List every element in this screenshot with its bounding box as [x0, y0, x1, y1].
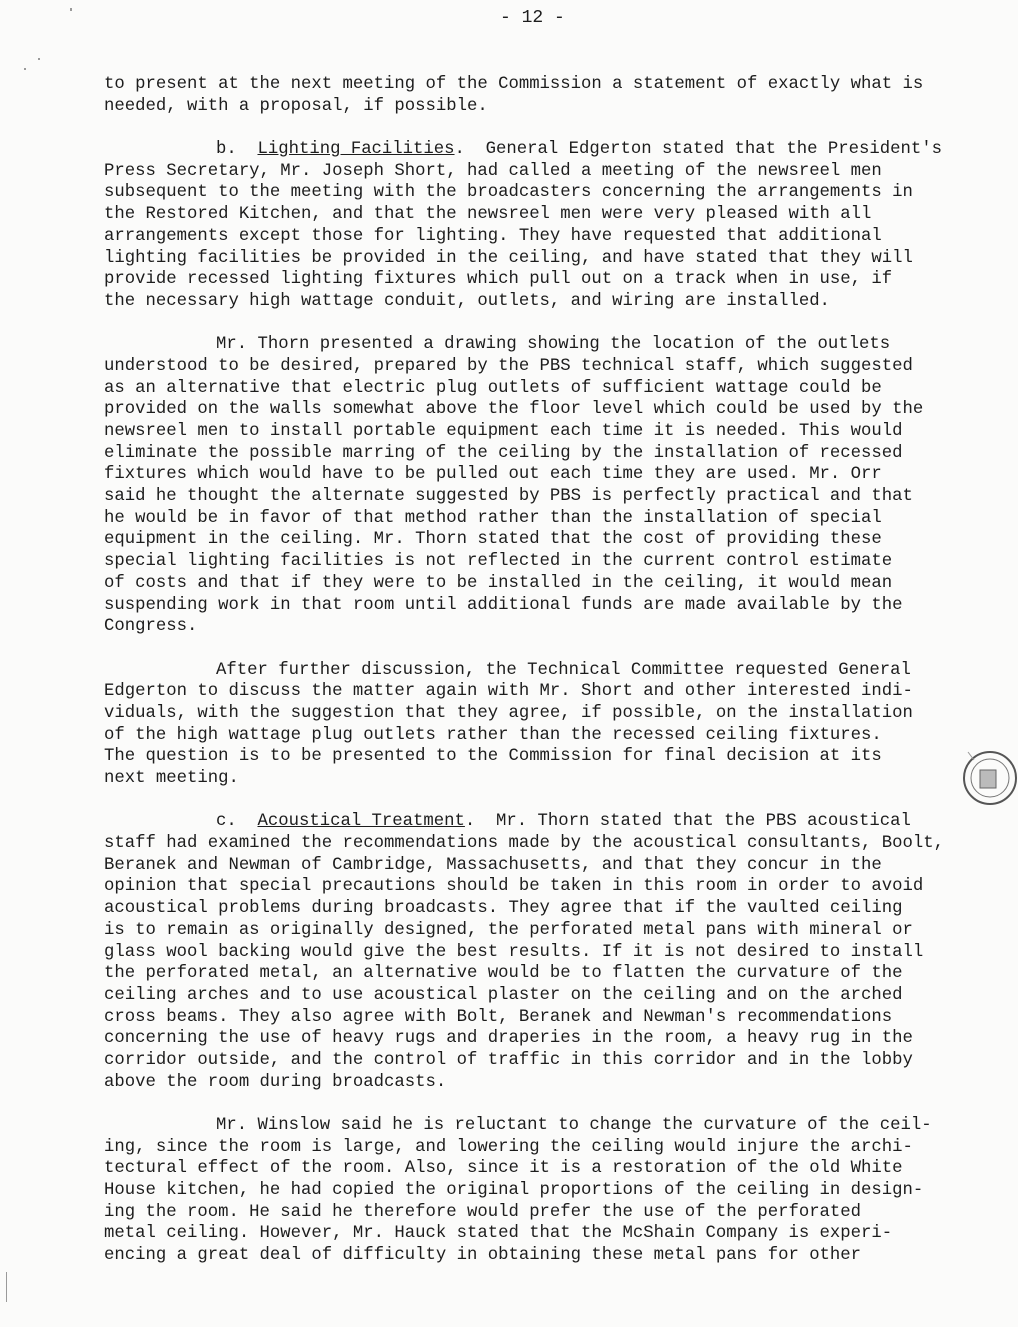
text-line: suspending work in that room until additional funds are made available by the [104, 595, 903, 615]
text-line: corridor outside, and the control of traffic in this corridor and in the lobby [104, 1050, 913, 1070]
text-line: provide recessed lighting fixtures which pull out on a track when in use, if [104, 270, 893, 290]
text-line: newsreel men to install portable equipment each time it is needed. This would [104, 422, 903, 441]
paragraph-commission-statement [104, 74, 964, 117]
text-line: the perforated metal, an alternative would be to flatten the curvature of the [104, 964, 903, 984]
text-line: as an alternative that electric plug outlets of sufficient wattage could be [104, 378, 882, 398]
text-line: eliminate the possible marring of the ceiling by the installation of recessed [104, 443, 903, 463]
text-line: ing the room. He said he therefore would prefer the use of the perforated [104, 1202, 862, 1222]
text-line: he would be in favor of that method rather than the installation of special [104, 508, 882, 528]
text-line: fixtures which would have to be pulled out each time they are used. Mr. Orr [104, 465, 882, 485]
text-line: of the high wattage plug outlets rather than the recessed ceiling fixtures. [104, 725, 882, 745]
page-number: - 12 - [500, 8, 565, 28]
section-heading-line: b. Lighting Facilities. General Edgerton stated that the President's [216, 140, 942, 160]
archive-stamp-icon [958, 744, 1018, 814]
text-line: arrangements except those for lighting. They have requested that additional [104, 226, 882, 246]
text-line: to present at the next meeting of the Commission a statement of exactly what is [104, 75, 924, 94]
text-line: cross beams. They also agree with Bolt, Beranek and Newman's recommendations [104, 1007, 893, 1027]
scan-speck [24, 68, 26, 70]
text-line: above the room during broadcasts. [104, 1072, 447, 1092]
text-line: Mr. Winslow said he is reluctant to change the curvature of the ceil- [216, 1116, 932, 1135]
text-line: Mr. Thorn presented a drawing showing the location of the outlets [216, 335, 891, 355]
text-line: the Restored Kitchen, and that the newsreel men were very pleased with all [104, 205, 872, 225]
text-line: understood to be desired, prepared by the PBS technical staff, which suggested [104, 356, 913, 376]
section-heading-line: c. Acoustical Treatment. Mr. Thorn stated that the PBS acoustical [216, 812, 911, 832]
text-line: next meeting. [104, 769, 239, 788]
document-body [104, 74, 964, 1267]
scan-speck [38, 58, 40, 60]
section-acoustical-treatment [104, 811, 964, 1093]
text-line: the necessary high wattage conduit, outlets, and wiring are installed. [104, 291, 830, 311]
text-line: tectural effect of the room. Also, since it is a restoration of the old White [104, 1159, 903, 1179]
text-line: needed, with a proposal, if possible. [104, 96, 488, 116]
text-line: ing, since the room is large, and lowering the ceiling would injure the archi- [104, 1137, 913, 1157]
text-line: equipment in the ceiling. Mr. Thorn stated that the cost of providing these [104, 530, 882, 550]
section-heading: Lighting Facilities [257, 140, 455, 160]
text-line: ceiling arches and to use acoustical plaster on the ceiling and on the arched [104, 985, 903, 1005]
text-line: Congress. [104, 617, 198, 637]
paragraph-winslow-ceiling [104, 1115, 964, 1267]
text-line: is to remain as originally designed, the perforated metal pans with mineral or [104, 920, 913, 940]
paragraph-further-discussion [104, 660, 964, 790]
text-line: special lighting facilities is not reflected in the current control estimate [104, 552, 893, 572]
text-line: metal ceiling. However, Mr. Hauck stated that the McShain Company is experi- [104, 1224, 893, 1244]
section-lighting-facilities [104, 139, 964, 313]
text-line: After further discussion, the Technical Committee requested General [216, 660, 911, 680]
paragraph-thorn-drawing [104, 334, 964, 638]
text-line: encing a great deal of difficulty in obtaining these metal pans for other [104, 1246, 862, 1266]
text-line: said he thought the alternate suggested by PBS is perfectly practical and that [104, 487, 913, 507]
text-line: Edgerton to discuss the matter again with Mr. Short and other interested indi- [104, 682, 913, 702]
text-line: Beranek and Newman of Cambridge, Massachusetts, and that they concur in the [104, 855, 882, 875]
text-line: viduals, with the suggestion that they agree, if possible, on the installation [104, 703, 913, 723]
text-line: glass wool backing would give the best results. If it is not desired to install [104, 942, 924, 962]
text-line: concerning the use of heavy rugs and draperies in the room, a heavy rug in the [104, 1029, 913, 1049]
text-line: House kitchen, he had copied the original proportions of the ceiling in design- [104, 1181, 924, 1201]
scan-speck [6, 1272, 7, 1302]
text-line: staff had examined the recommendations made by the acoustical consultants, Boolt, [104, 834, 945, 854]
section-heading: Acoustical Treatment [257, 812, 465, 832]
scan-speck [70, 8, 72, 11]
text-line: The question is to be presented to the Commission for final decision at its [104, 747, 882, 767]
text-line: opinion that special precautions should be taken in this room in order to avoid [104, 877, 924, 897]
text-line: subsequent to the meeting with the broadcasters concerning the arrangements in [104, 183, 913, 203]
text-line: Press Secretary, Mr. Joseph Short, had called a meeting of the newsreel men [104, 161, 882, 181]
text-line: provided on the walls somewhat above the floor level which could be used by the [104, 400, 924, 420]
text-line: of costs and that if they were to be installed in the ceiling, it would mean [104, 573, 893, 593]
text-line: lighting facilities be provided in the ceiling, and have stated that they will [104, 248, 913, 268]
text-line: acoustical problems during broadcasts. They agree that if the vaulted ceiling [104, 899, 903, 919]
